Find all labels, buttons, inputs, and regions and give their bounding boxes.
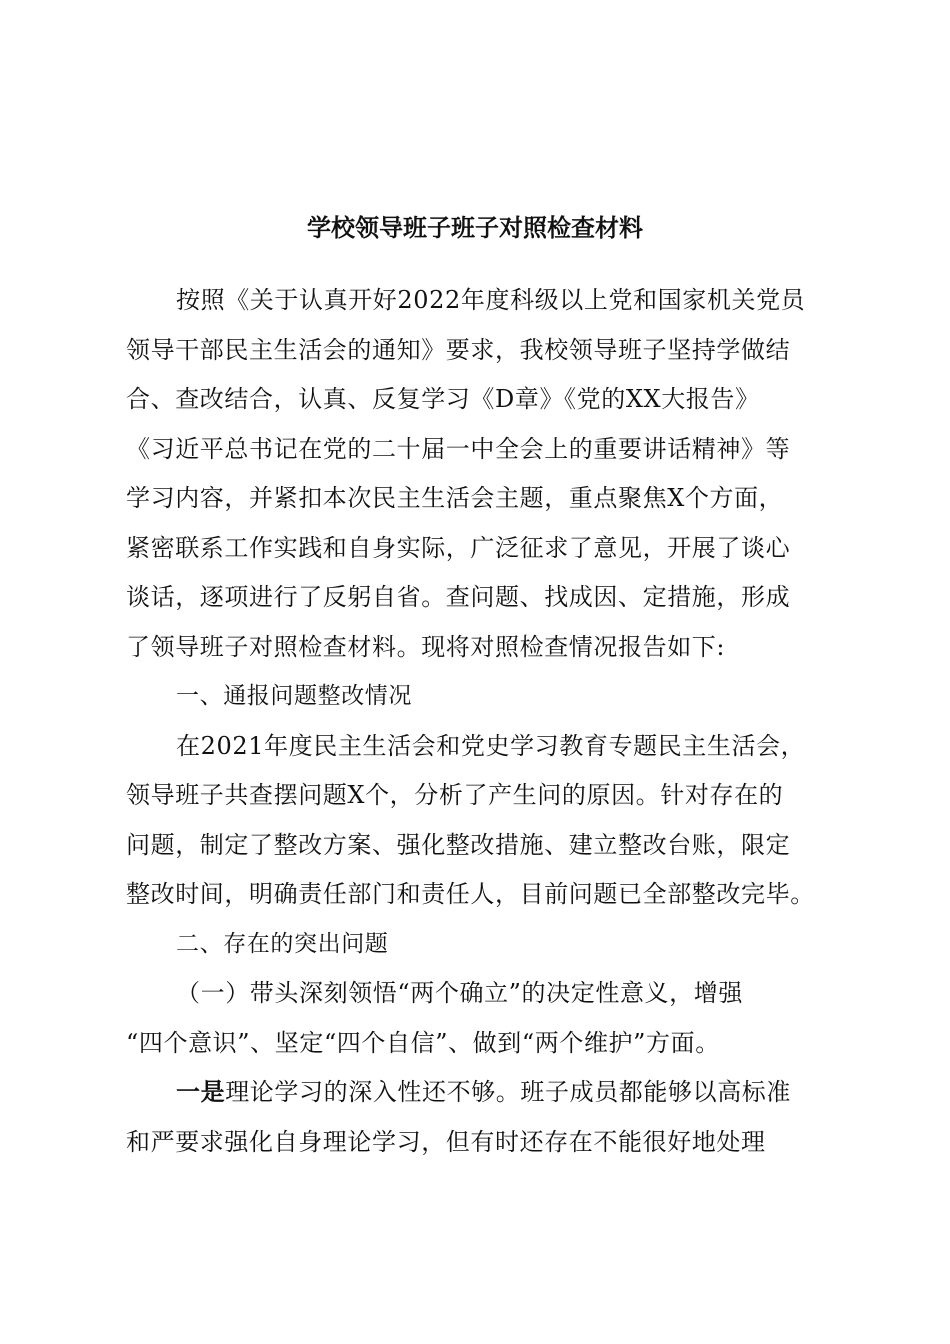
section1-line: 问题，制定了整改方案、强化整改措施、建立整改台账，限定	[126, 830, 791, 859]
intro-line: 紧密联系工作实践和自身实际，广泛征求了意见，开展了谈心	[126, 533, 791, 562]
intro-line: 领导干部民主生活会的通知》要求，我校领导班子坚持学做结	[126, 335, 791, 364]
document-title: 学校领导班子班子对照检查材料	[307, 214, 643, 242]
intro-line: 《习近平总书记在党的二十届一中全会上的重要讲话精神》等	[126, 434, 791, 463]
section1-line: 领导班子共查摆问题X个，分析了产生问的原因。针对存在的	[126, 781, 784, 809]
point1-text: 理论学习的深入性还不够。班子成员都能够以高标准	[225, 1078, 792, 1106]
intro-line: 合、查改结合，认真、反复学习《D章》《党的XX大报告》	[126, 385, 760, 413]
intro-line: 按照《关于认真开好2022年度科级以上党和国家机关党员	[176, 286, 806, 314]
intro-line: 了领导班子对照检查材料。现将对照检查情况报告如下:	[126, 632, 726, 661]
subsection1-line: “四个意识”、坚定“四个自信”、做到“两个维护”方面。	[126, 1028, 720, 1057]
section-heading-2: 二、存在的突出问题	[176, 930, 389, 957]
point1-line: 和严要求强化自身理论学习，但有时还存在不能很好地处理	[126, 1127, 766, 1156]
intro-line: 学习内容，并紧扣本次民主生活会主题，重点聚焦X个方面，	[126, 484, 784, 512]
section1-line: 在2021年度民主生活会和党史学习教育专题民主生活会，	[176, 731, 806, 760]
intro-line: 谈话，逐项进行了反躬自省。查问题、找成因、定措施，形成	[126, 583, 791, 611]
subsection1-line: （一）带头深刻领悟“两个确立”的决定性意义，增强	[176, 979, 743, 1007]
document-body	[126, 276, 826, 1167]
section-heading-1: 一、通报问题整改情况	[176, 683, 412, 709]
point1-first-line	[126, 1068, 826, 1118]
section1-line: 整改时间，明确责任部门和责任人，目前问题已全部整改完毕。	[126, 880, 815, 908]
point1-lead: 一是	[176, 1078, 226, 1106]
